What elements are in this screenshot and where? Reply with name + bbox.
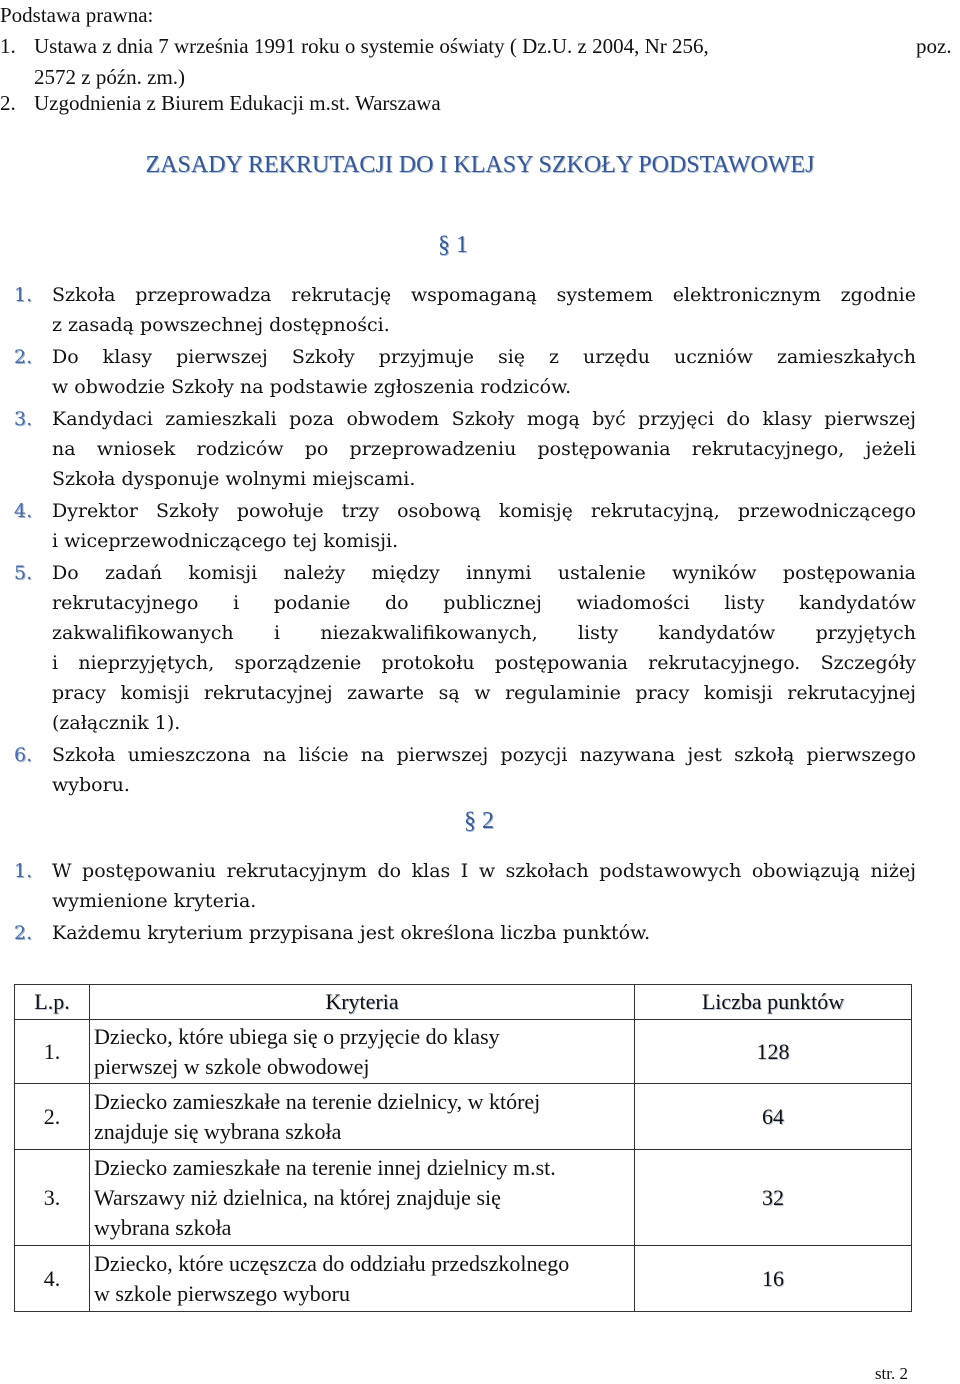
list-item-text: na wniosek rodziców po przeprowadzeniu postępowania rekrutacyjnego, jeżeli (52, 438, 916, 460)
page-number: str. 2 (874, 1364, 908, 1383)
legal-basis-item-number: 1. (0, 34, 16, 58)
list-item-text: z zasadą powszechnej dostępności. (52, 314, 390, 336)
criterion-line: pierwszej w szkole obwodowej (94, 1053, 370, 1079)
column-header-points: Liczba punktów (635, 985, 912, 1020)
document-title: ZASADY REKRUTACJI DO I KLASY SZKOŁY PODSTAWOWEJ (145, 152, 815, 178)
list-item-number: 2. (14, 922, 33, 944)
list-item-text: wymienione kryteria. (52, 890, 257, 912)
row-points: 16 (635, 1246, 912, 1312)
list-item-number: 2. (14, 346, 33, 368)
criterion-line: w szkole pierwszego wyboru (94, 1280, 350, 1306)
list-item-number: 1. (14, 284, 33, 306)
table-row (15, 1084, 912, 1150)
legal-basis-item-text: poz. (916, 34, 952, 58)
criterion-line: Dziecko zamieszkałe na terenie dzielnicy, w której (94, 1088, 541, 1114)
section-heading: § 2 (464, 808, 494, 834)
list-item-text: w obwodzie Szkoły na podstawie zgłoszenia rodziców. (52, 376, 572, 398)
criterion-line: znajduje się wybrana szkoła (94, 1118, 342, 1144)
list-item-text: Dyrektor Szkoły powołuje trzy osobową komisję rekrutacyjną, przewodniczącego (52, 500, 916, 522)
criterion-line: Warszawy niż dzielnica, na której znajduje się (94, 1184, 501, 1210)
row-points: 128 (635, 1020, 912, 1084)
list-item-number: 5. (14, 562, 33, 584)
criterion-line: Dziecko zamieszkałe na terenie innej dzielnicy m.st. (94, 1154, 556, 1180)
list-item-number: 4. (14, 500, 33, 522)
criterion-line: Dziecko, które uczęszcza do oddziału przedszkolnego (94, 1250, 570, 1276)
list-item-text: i nieprzyjętych, sporządzenie protokołu postępowania rekrutacyjnego. Szczegóły (52, 652, 916, 674)
criteria-table (14, 984, 912, 1312)
column-header-criteria: Kryteria (90, 985, 635, 1020)
list-item-text: i wiceprzewodniczącego tej komisji. (52, 530, 399, 552)
list-item-text: Kandydaci zamieszkali poza obwodem Szkoły mogą być przyjęci do klasy pierwszej (52, 408, 916, 430)
list-item-text: W postępowaniu rekrutacyjnym do klas I w szkołach podstawowych obowiązują niżej (52, 860, 916, 882)
list-item-number: 6. (14, 744, 33, 766)
criterion-line: Dziecko, które ubiega się o przyjęcie do klasy (94, 1023, 500, 1049)
row-criterion (90, 1020, 635, 1084)
legal-basis-item-text: Uzgodnienia z Biurem Edukacji m.st. Warszawa (34, 91, 441, 115)
legal-basis-item-number: 2. (0, 91, 16, 115)
row-criterion (90, 1084, 635, 1150)
section-heading: § 1 (438, 232, 468, 258)
row-points: 64 (635, 1084, 912, 1150)
row-lp: 1. (15, 1020, 90, 1084)
row-lp: 3. (15, 1150, 90, 1246)
legal-basis-item-text: Ustawa z dnia 7 września 1991 roku o systemie oświaty ( Dz.U. z 2004, Nr 256, (34, 34, 709, 58)
list-item-number: 3. (14, 408, 33, 430)
row-criterion (90, 1246, 635, 1312)
list-item-text: (załącznik 1). (52, 712, 181, 734)
list-item-text: Szkoła przeprowadza rekrutację wspomaganą systemem elektronicznym zgodnie (52, 284, 916, 306)
criterion-line: wybrana szkoła (94, 1214, 232, 1240)
row-criterion (90, 1150, 635, 1246)
list-item-text: Do zadań komisji należy między innymi ustalenie wyników postępowania (52, 562, 916, 584)
list-item-number: 1. (14, 860, 33, 882)
row-points: 32 (635, 1150, 912, 1246)
list-item-text: rekrutacyjnego i podanie do publicznej wiadomości listy kandydatów (52, 592, 916, 614)
legal-basis-item-text: 2572 z późn. zm.) (34, 65, 186, 89)
row-lp: 4. (15, 1246, 90, 1312)
table-row (15, 1150, 912, 1246)
table-header-row (15, 985, 912, 1020)
column-header-lp: L.p. (15, 985, 90, 1020)
list-item-text: zakwalifikowanych i niezakwalifikowanych, listy kandydatów przyjętych (52, 622, 916, 644)
list-item-text: Do klasy pierwszej Szkoły przyjmuje się z urzędu uczniów zamieszkałych (52, 346, 916, 368)
list-item-text: Szkoła umieszczona na liście na pierwszej pozycji nazywana jest szkołą pierwszego (52, 744, 916, 766)
legal-basis-heading: Podstawa prawna: (0, 3, 154, 27)
list-item-text: pracy komisji rekrutacyjnej zawarte są w regulaminie pracy komisji rekrutacyjnej (52, 682, 916, 704)
table-row (15, 1246, 912, 1312)
list-item-text: Szkoła dysponuje wolnymi miejscami. (52, 468, 416, 490)
list-item-text: wyboru. (52, 774, 130, 796)
table-row (15, 1020, 912, 1084)
list-item-text: Każdemu kryterium przypisana jest określona liczba punktów. (52, 922, 651, 944)
row-lp: 2. (15, 1084, 90, 1150)
